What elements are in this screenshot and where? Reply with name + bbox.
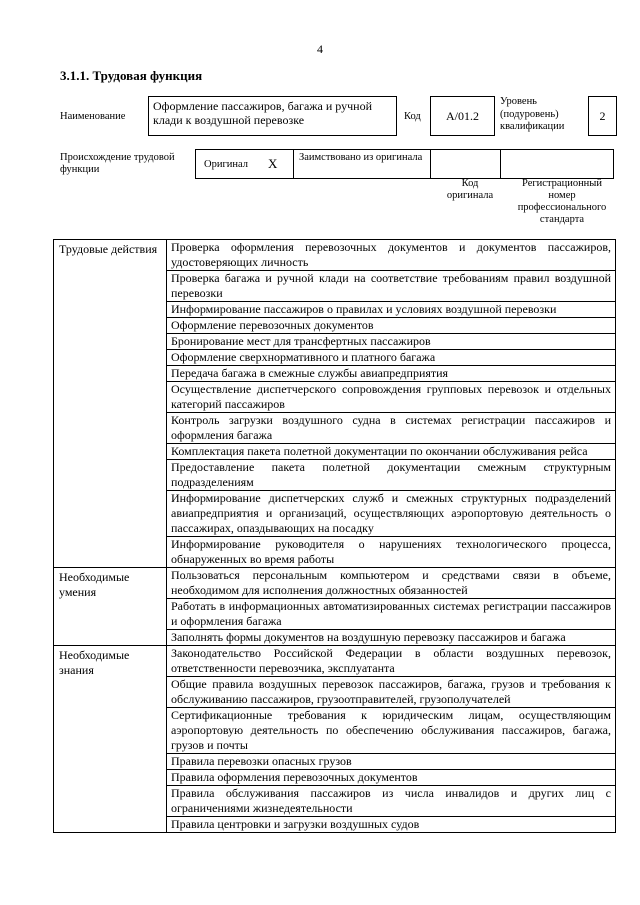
table-cell: Комплектация пакета полетной документации по окончании обслуживания рейса	[167, 444, 616, 460]
function-name-field: Оформление пассажиров, багажа и ручной клади к воздушной перевозке	[148, 96, 397, 136]
level-label	[500, 96, 564, 134]
table-cell: Проверка багажа и ручной клади на соответствие требованиям правил воздушной перевозки	[167, 271, 616, 302]
level-field: 2	[588, 96, 617, 136]
original-label: Оригинал	[204, 159, 248, 170]
table-cell: Работать в информационных автоматизированных системах регистрации пассажиров и оформления багажа	[167, 599, 616, 630]
table-cell: Законодательство Российской Федерации в области воздушных перевозок, ответственности перевозчика, эксплуатанта	[167, 646, 616, 677]
section-heading: Трудовые действия	[54, 240, 167, 568]
caption-line: оригинала	[446, 190, 494, 201]
original-code-cell	[431, 150, 501, 178]
original-mark: X	[268, 156, 278, 171]
caption-line: Код	[461, 178, 479, 189]
level-label-line: Уровень	[500, 96, 537, 107]
caption-line: стандарта	[539, 214, 585, 225]
table-cell: Осуществление диспетчерского сопровождения групповых перевозок и отдельных категорий пассажиров	[167, 382, 616, 413]
table-cell: Контроль загрузки воздушного судна в системах регистрации пассажиров и оформления багажа	[167, 413, 616, 444]
table-cell: Оформление перевозочных документов	[167, 318, 616, 334]
table-cell: Информирование диспетчерских служб и смежных структурных подразделений авиапредприятия и организаций, осуществляющих аэропортовую деятельность о пассажирах, опаздывающих на посадку	[167, 491, 616, 537]
table-cell: Предоставление пакета полетной документации смежным структурным подразделениям	[167, 460, 616, 491]
origin-label: Происхождение трудовой функции	[60, 152, 175, 175]
table-cell: Пользоваться персональным компьютером и средствами связи в объеме, необходимом для исполнения должностных обязанностей	[167, 568, 616, 599]
borrowed-cell	[294, 150, 431, 178]
table-cell: Оформление сверхнормативного и платного багажа	[167, 350, 616, 366]
origin-table	[195, 149, 614, 179]
code-field: A/01.2	[430, 96, 495, 136]
section-heading: Необходимые знания	[54, 646, 167, 833]
table-cell: Передача багажа в смежные службы авиапредприятия	[167, 366, 616, 382]
table-cell: Общие правила воздушных перевозок пассажиров, багажа, грузов и требования к обслуживанию пассажиров, грузоотправителей, грузополучателей	[167, 677, 616, 708]
table-cell: Сертификационные требования к юридическим лицам, осуществляющим аэропортовую деятельность по обеспечению обслуживания пассажиров, багажа, грузов и почты	[167, 708, 616, 754]
original-cell	[196, 150, 294, 178]
caption-line: номер	[548, 190, 576, 201]
caption-line: профессионального	[517, 202, 607, 213]
table-cell: Информирование руководителя о нарушениях технологического процесса, обнаруженных во время работы	[167, 537, 616, 568]
table-row	[54, 568, 616, 599]
borrowed-label: Заимствовано из оригинала	[299, 152, 423, 163]
section-heading: Необходимые умения	[54, 568, 167, 646]
page-number: 4	[317, 42, 323, 56]
registration-number-cell	[501, 150, 613, 178]
table-cell: Бронирование мест для трансфертных пассажиров	[167, 334, 616, 350]
table-row	[54, 646, 616, 677]
caption-line: Регистрационный	[522, 178, 602, 189]
table-cell: Правила оформления перевозочных документов	[167, 770, 616, 786]
level-label-line: квалификации	[500, 121, 565, 132]
table-cell: Правила центровки и загрузки воздушных судов	[167, 817, 616, 833]
original-code-caption	[440, 178, 500, 202]
table-row	[54, 240, 616, 271]
name-label: Наименование	[60, 111, 126, 122]
function-details-table	[53, 239, 616, 833]
level-label-line: (подуровень)	[500, 108, 559, 120]
table-cell: Информирование пассажиров о правилах и условиях воздушной перевозки	[167, 302, 616, 318]
table-cell: Правила обслуживания пассажиров из числа инвалидов и других лиц с ограничениями жизнедеятельности	[167, 786, 616, 817]
code-label: Код	[404, 111, 421, 122]
registration-number-caption	[510, 178, 614, 226]
table-cell: Заполнять формы документов на воздушную перевозку пассажиров и багажа	[167, 630, 616, 646]
section-title: 3.1.1. Трудовая функция	[60, 68, 203, 83]
table-cell: Правила перевозки опасных грузов	[167, 754, 616, 770]
table-cell: Проверка оформления перевозочных документов и документов пассажиров, удостоверяющих личность	[167, 240, 616, 271]
